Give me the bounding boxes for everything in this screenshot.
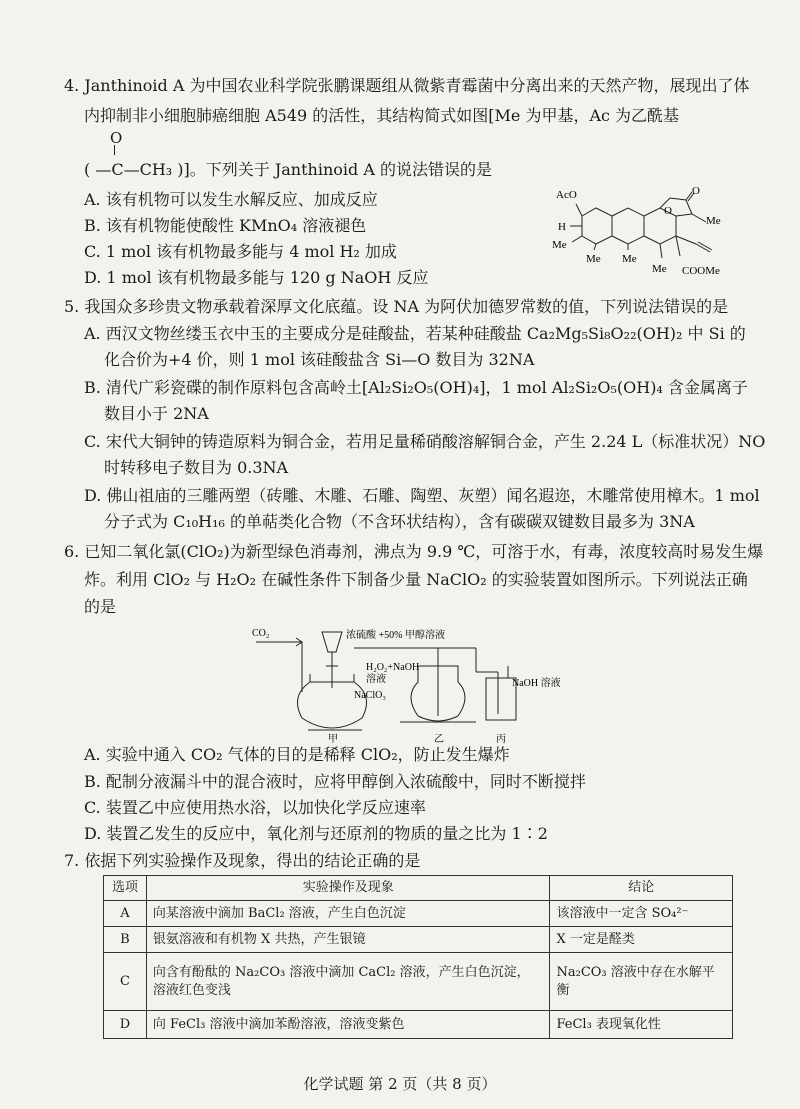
label-co2: CO₂ xyxy=(252,628,270,639)
q6-stem-line1: 6. 已知二氧化氯(ClO₂)为新型绿色消毒剂，沸点为 9.9 ℃，可溶于水，有毒，浓度较高时易发生爆 xyxy=(64,542,764,561)
header-conclusion: 结论 xyxy=(550,876,733,901)
acetyl-oxygen: O xyxy=(110,129,123,147)
q5-option-d-line2: 分子式为 C₁₀H₁₆ 的单萜类化合物（不含环状结构），含有碳碳双键数目最多为 3NA xyxy=(104,512,695,531)
q4-stem-line2: 内抑制非小细胞肺癌细胞 A549 的活性，其结构简式如图[Me 为甲基，Ac 为乙酰基 xyxy=(84,106,680,125)
header-operation: 实验操作及现象 xyxy=(146,876,550,901)
struct-coome: COOMe xyxy=(682,265,720,277)
q6-stem-line2: 炸。利用 ClO₂ 与 H₂O₂ 在碱性条件下制备少量 NaClO₂ 的实验装置如图所示。下列说法正确 xyxy=(84,570,748,589)
label-yi: 乙 xyxy=(434,734,444,744)
q6-option-c: C. 装置乙中应使用热水浴，以加快化学反应速率 xyxy=(84,798,426,817)
struct-o-carbonyl: O xyxy=(692,186,700,197)
row-operation: 向 FeCl₃ 溶液中滴加苯酚溶液，溶液变紫色 xyxy=(146,1011,550,1039)
struct-h: H xyxy=(558,221,566,233)
table-row xyxy=(104,901,733,927)
q4-option-a: A. 该有机物可以发生水解反应、加成反应 xyxy=(84,190,378,209)
row-operation-line1: 向含有酚酞的 Na₂CO₃ 溶液中滴加 CaCl₂ 溶液，产生白色沉淀， xyxy=(152,964,530,980)
acetyl-double-bond xyxy=(114,145,116,155)
table-row xyxy=(104,953,733,1011)
struct-me1: Me xyxy=(552,239,567,251)
label-h2o2-solution: 溶液 xyxy=(366,674,386,685)
struct-me5: Me xyxy=(706,215,721,227)
struct-aco: AcO xyxy=(556,189,577,201)
table-row xyxy=(104,1011,733,1039)
q5-option-a-line1: A. 西汉文物丝缕玉衣中玉的主要成分是硅酸盐，若某种硅酸盐 Ca₂Mg₅Si₈O₂₂(OH)₂ 中 Si 的 xyxy=(84,324,746,343)
table-row xyxy=(104,927,733,953)
struct-o-ring: O xyxy=(664,205,672,217)
page-footer: 化学试题 第 2 页（共 8 页） xyxy=(303,1075,497,1093)
apparatus-diagram xyxy=(250,626,570,744)
label-bing: 丙 xyxy=(496,734,506,744)
q4-option-c: C. 1 mol 该有机物最多能与 4 mol H₂ 加成 xyxy=(84,242,397,261)
row-option: A xyxy=(104,901,147,927)
row-conclusion: Na₂CO₃ 溶液中存在水解平衡 xyxy=(550,953,733,1011)
row-operation: 向某溶液中滴加 BaCl₂ 溶液，产生白色沉淀 xyxy=(146,901,550,927)
label-jia: 甲 xyxy=(328,734,338,744)
struct-me3: Me xyxy=(622,253,637,265)
row-option: B xyxy=(104,927,147,953)
q5-stem: 5. 我国众多珍贵文物承载着深厚文化底蕴。设 NA 为阿伏加德罗常数的值，下列说法错误的是 xyxy=(64,297,729,316)
table-header-row xyxy=(104,876,733,901)
janthinoid-structure xyxy=(546,186,742,286)
header-option: 选项 xyxy=(104,876,147,901)
row-conclusion: X 一定是醛类 xyxy=(550,927,733,953)
row-operation-line2: 溶液红色变浅 xyxy=(152,982,231,998)
q4-option-b: B. 该有机物能使酸性 KMnO₄ 溶液褪色 xyxy=(84,216,367,235)
q5-option-c-line1: C. 宋代大铜钟的铸造原料为铜合金，若用足量稀硝酸溶解铜合金，产生 2.24 L（标准状况）NO xyxy=(84,432,766,451)
row-conclusion: FeCl₃ 表现氧化性 xyxy=(550,1011,733,1039)
row-operation xyxy=(146,953,550,1011)
q5-option-a-line2: 化合价为+4 价，则 1 mol 该硅酸盐含 Si—O 数目为 32NA xyxy=(104,350,535,369)
q5-option-b-line2: 数目小于 2NA xyxy=(104,404,209,423)
row-option: C xyxy=(104,953,147,1011)
q5-option-c-line2: 时转移电子数目为 0.3NA xyxy=(104,458,289,477)
struct-me2: Me xyxy=(586,253,601,265)
label-funnel: 浓硫酸 +50% 甲醇溶液 xyxy=(346,630,445,641)
q6-option-a: A. 实验中通入 CO₂ 气体的目的是稀释 ClO₂，防止发生爆炸 xyxy=(84,745,510,764)
row-option: D xyxy=(104,1011,147,1039)
label-naclo3: NaClO₃ xyxy=(354,690,386,701)
label-naoh: NaOH 溶液 xyxy=(512,678,561,689)
row-operation: 银氨溶液和有机物 X 共热，产生银镜 xyxy=(146,927,550,953)
q6-option-b: B. 配制分液漏斗中的混合液时，应将甲醇倒入浓硫酸中，同时不断搅拌 xyxy=(84,772,586,791)
q4-option-d: D. 1 mol 该有机物最多能与 120 g NaOH 反应 xyxy=(84,268,429,287)
struct-me4: Me xyxy=(652,263,667,275)
q6-stem-line3: 的是 xyxy=(84,597,117,616)
q6-option-d: D. 装置乙发生的反应中，氧化剂与还原剂的物质的量之比为 1∶2 xyxy=(84,824,548,843)
q7-table xyxy=(103,875,733,1039)
row-conclusion: 该溶液中一定含 SO₄²⁻ xyxy=(550,901,733,927)
q4-stem-line3: ( —C—CH₃ )]。下列关于 Janthinoid A 的说法错误的是 xyxy=(84,160,492,179)
q5-option-d-line1: D. 佛山祖庙的三雕两塑（砖雕、木雕、石雕、陶塑、灰塑）闻名遐迩，木雕常使用樟木。1 mol xyxy=(84,486,760,505)
q4-stem-line1: 4. Janthinoid A 为中国农业科学院张鹏课题组从微紫青霉菌中分离出来的天然产物，展现出了体 xyxy=(64,76,750,95)
label-h2o2-naoh: H₂O₂+NaOH xyxy=(366,662,420,673)
q7-stem: 7. 依据下列实验操作及现象，得出的结论正确的是 xyxy=(64,851,421,870)
q5-option-b-line1: B. 清代广彩瓷碟的制作原料包含高岭土[Al₂Si₂O₅(OH)₄]，1 mol Al₂Si₂O₅(OH)₄ 含金属离子 xyxy=(84,378,748,397)
